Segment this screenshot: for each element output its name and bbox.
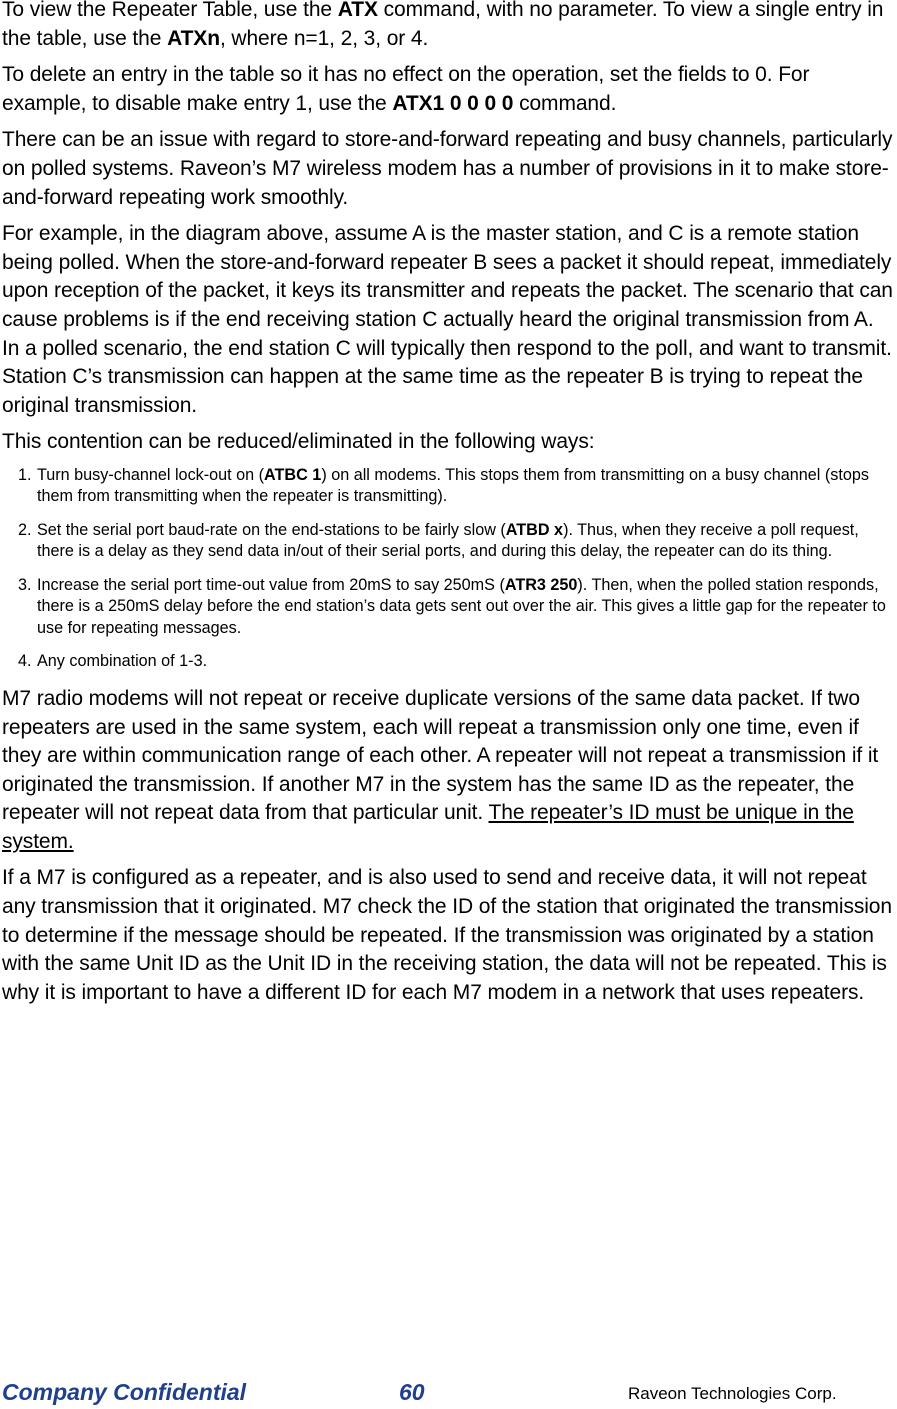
command-atx: ATX <box>337 0 378 21</box>
text: Turn busy-channel lock-out on ( <box>37 465 265 484</box>
text: To delete an entry in the table so it has no effect on the operation, set the fields to 0. For example, to disable make entry 1, use the <box>2 63 810 115</box>
text: Increase the serial port time-out value from 20mS to say 250mS ( <box>37 575 505 594</box>
page-number: 60 <box>399 1379 425 1405</box>
text: To view the Repeater Table, use the <box>2 0 338 21</box>
text: command. <box>513 91 617 115</box>
command-atx1: ATX1 0 0 0 0 <box>392 91 514 115</box>
paragraph-contention: This contention can be reduced/eliminated in the following ways: <box>2 430 595 454</box>
list-item <box>2 520 895 563</box>
paragraph-repeater-id: If a M7 is configured as a repeater, and is also used to send and receive data, it will not repeat any transmission that it originated. M7 check the ID of the station that originated the transmission to determine if the message should be repeated. If the transmission was originated by a station with the same Unit ID as the Unit ID in the receiving station, the data will not be repeated. This is why it is important to have a different ID for each M7 modem in a network that uses repeaters. <box>2 866 892 1004</box>
text: ). Thus, when they receive a poll request, there is a delay as they send data in/out of their serial ports, and during this delay, the repeater can do its thing. <box>37 520 859 561</box>
paragraph-duplicates <box>2 685 895 857</box>
list-item <box>2 651 895 673</box>
text: Set the serial port baud-rate on the end-stations to be fairly slow ( <box>37 520 506 539</box>
paragraph-busy-channels: There can be an issue with regard to store-and-forward repeating and busy channels, particularly on polled systems. Raveon’s M7 wireless modem has a number of provisions in it to make store-and-forward repeating work smoothly. <box>2 128 893 209</box>
text: M7 radio modems will not repeat or receive duplicate versions of the same data packet. If two repeaters are used in the same system, each will repeat a transmission only one time, even if they are within communication range of each other. A repeater will not repeat a transmission if it originated the transmission. If another M7 in the system has the same ID as the repeater, the repeater will not repeat data from that particular unit. <box>2 686 879 825</box>
list-number: 3. <box>18 575 32 594</box>
text: Any combination of 1-3. <box>37 652 208 671</box>
list-number: 1. <box>18 465 32 484</box>
list-item <box>2 465 895 508</box>
text: command, with no parameter. To view a single entry in the table, use the <box>2 0 884 50</box>
command-atxn: ATXn <box>167 26 220 50</box>
command: ATBC 1 <box>264 465 322 484</box>
document-page <box>2 0 895 1015</box>
text: , where n=1, 2, 3, or 4. <box>219 26 429 50</box>
paragraph-example: For example, in the diagram above, assume A is the master station, and C is a remote station being polled. When the store-and-forward repeater B sees a packet it should repeat, immediately upon reception of the packet, it keys its transmitter and repeats the packet. The scenario that can cause problems is if the end receiving station C actually heard the original transmission from A. In a polled scenario, the end station C will typically then respond to the poll, and want to transmit. Station C’s transmission can happen at the same time as the repeater B is trying to repeat the original transmission. <box>2 222 893 417</box>
list-item <box>2 575 895 640</box>
confidential-label: Company Confidential <box>2 1379 247 1405</box>
page-footer <box>2 1379 895 1409</box>
contention-list <box>2 465 895 673</box>
underlined-note: The repeater’s ID must be unique in the system. <box>2 801 854 853</box>
list-number: 4. <box>18 652 32 671</box>
text: ) on all modems. This stops them from transmitting on a busy channel (stops them from transmitting when the repeater is transmitting). <box>37 465 869 506</box>
company-name: Raveon Technologies Corp. <box>628 1384 837 1403</box>
list-number: 2. <box>18 520 32 539</box>
text: ). Then, when the polled station responds, there is a 250mS delay before the end station’s data gets sent out over the air. This gives a little gap for the repeater to use for repeating messages. <box>37 575 886 637</box>
command: ATBD x <box>505 520 564 539</box>
command: ATR3 250 <box>504 575 578 594</box>
paragraph-delete-entry <box>2 61 895 118</box>
paragraph-repeater-table <box>2 0 895 53</box>
